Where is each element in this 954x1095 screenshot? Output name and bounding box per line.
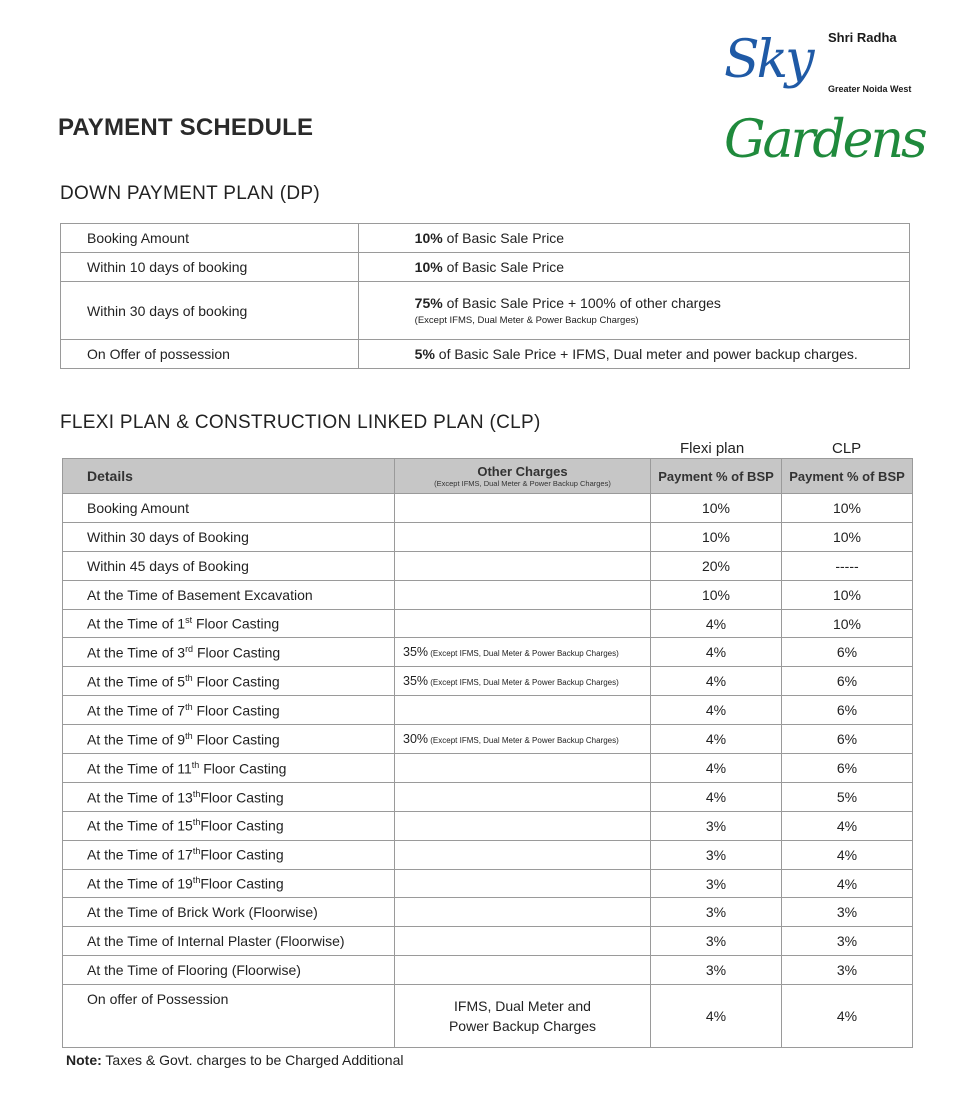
stage-cell xyxy=(63,840,395,869)
clp-heading: FLEXI PLAN & CONSTRUCTION LINKED PLAN (CLP) xyxy=(60,412,541,433)
logo-tagline: Greater Noida West xyxy=(828,84,912,94)
dp-stage: Within 10 days of booking xyxy=(61,253,359,282)
stage-suffix: Floor Casting xyxy=(192,702,280,719)
stage-suffix: Floor Casting xyxy=(192,673,280,690)
stage-text: Booking Amount xyxy=(87,499,189,516)
stage-ordinal: rd xyxy=(185,644,194,655)
clp-value: 6% xyxy=(782,754,913,783)
stage-suffix: Floor Casting xyxy=(193,644,281,661)
dp-description: of Basic Sale Price + IFMS, Dual meter and power backup charges. xyxy=(434,346,858,362)
stage-text: Within 45 days of Booking xyxy=(87,557,249,574)
stage-text: Within 30 days of Booking xyxy=(87,528,249,545)
stage-text: At the Time of 1 xyxy=(87,615,186,632)
clp-value: 6% xyxy=(782,667,913,696)
clp-row xyxy=(63,927,913,956)
stage-cell xyxy=(63,927,395,956)
clp-row xyxy=(63,754,913,783)
stage-suffix: Floor Casting xyxy=(200,875,284,892)
flexi-value: 20% xyxy=(651,551,782,580)
clp-header-row xyxy=(63,459,913,494)
clp-row xyxy=(63,609,913,638)
header-flexi-payment: Payment % of BSP xyxy=(651,459,782,494)
dp-row xyxy=(61,340,910,369)
stage-text: At the Time of 9 xyxy=(87,731,186,748)
clp-row xyxy=(63,580,913,609)
dp-percent: 5% xyxy=(414,346,435,362)
note-text: Taxes & Govt. charges to be Charged Additional xyxy=(101,1052,404,1068)
clp-value: 5% xyxy=(782,782,913,811)
stage-cell xyxy=(63,956,395,985)
clp-row xyxy=(63,494,913,523)
flexi-value: 3% xyxy=(651,898,782,927)
dp-table-body xyxy=(61,224,910,369)
other-charges-note: (Except IFMS, Dual Meter & Power Backup Charges) xyxy=(428,678,619,688)
clp-value: 4% xyxy=(782,985,913,1048)
flexi-value: 10% xyxy=(651,494,782,523)
stage-text: At the Time of 7 xyxy=(87,702,186,719)
flexi-value: 4% xyxy=(651,725,782,754)
stage-cell xyxy=(63,782,395,811)
stage-suffix: Floor Casting xyxy=(200,846,284,863)
flexi-value: 4% xyxy=(651,782,782,811)
other-charges-percent: 35% xyxy=(403,674,429,689)
dp-row xyxy=(61,224,910,253)
stage-ordinal: th xyxy=(192,875,201,886)
clp-row xyxy=(63,869,913,898)
clp-row xyxy=(63,782,913,811)
dp-amount xyxy=(358,340,909,369)
other-charges-line1: IFMS, Dual Meter and xyxy=(454,998,591,1015)
other-charges-percent: 30% xyxy=(403,732,429,747)
other-charges-cell xyxy=(395,725,651,754)
dp-note: (Except IFMS, Dual Meter & Power Backup Charges) xyxy=(414,315,639,326)
stage-text: At the Time of 11 xyxy=(87,760,192,777)
clp-label: CLP xyxy=(832,440,862,457)
dp-stage: Within 30 days of booking xyxy=(61,282,359,340)
dp-row xyxy=(61,253,910,282)
stage-text: At the Time of 15 xyxy=(87,818,193,835)
dp-amount xyxy=(358,224,909,253)
other-charges-cell xyxy=(395,638,651,667)
stage-text: At the Time of Brick Work (Floorwise) xyxy=(87,904,318,921)
clp-value: 6% xyxy=(782,725,913,754)
stage-ordinal: th xyxy=(185,701,193,712)
other-charges-cell xyxy=(395,985,651,1048)
flexi-value: 4% xyxy=(651,696,782,725)
flexi-value: 3% xyxy=(651,869,782,898)
clp-value: 10% xyxy=(782,609,913,638)
clp-row xyxy=(63,725,913,754)
stage-cell xyxy=(63,609,395,638)
other-charges-cell xyxy=(395,551,651,580)
dp-table xyxy=(60,223,910,369)
header-details: Details xyxy=(63,459,395,494)
clp-value: 6% xyxy=(782,696,913,725)
clp-table-body xyxy=(63,494,913,1048)
other-charges-cell xyxy=(395,927,651,956)
page-title: PAYMENT SCHEDULE xyxy=(58,114,314,141)
header-other-note: (Except IFMS, Dual Meter & Power Backup Charges) xyxy=(434,479,611,488)
clp-row xyxy=(63,522,913,551)
dp-row xyxy=(61,282,910,340)
flexi-value: 4% xyxy=(651,754,782,783)
clp-row xyxy=(63,638,913,667)
stage-suffix: Floor Casting xyxy=(200,789,284,806)
clp-row xyxy=(63,551,913,580)
other-charges-cell xyxy=(395,782,651,811)
flexi-plan-label: Flexi plan xyxy=(680,440,745,457)
dp-percent: 75% xyxy=(414,295,443,311)
header-other-charges xyxy=(395,459,651,494)
clp-value: ----- xyxy=(782,551,913,580)
dp-stage: Booking Amount xyxy=(61,224,359,253)
logo-gardens: Gardens xyxy=(724,110,925,170)
flexi-value: 4% xyxy=(651,667,782,696)
flexi-value: 4% xyxy=(651,638,782,667)
stage-cell xyxy=(63,811,395,840)
clp-value: 3% xyxy=(782,956,913,985)
stage-ordinal: th xyxy=(192,846,201,857)
clp-row xyxy=(63,811,913,840)
stage-text: At the Time of 3 xyxy=(87,644,186,661)
stage-cell: On offer of Possession xyxy=(63,985,395,1048)
other-charges-cell xyxy=(395,811,651,840)
other-charges-cell xyxy=(395,869,651,898)
stage-ordinal: th xyxy=(185,730,193,741)
stage-cell xyxy=(63,869,395,898)
dp-percent: 10% xyxy=(414,230,443,246)
other-charges-percent: 35% xyxy=(403,645,429,660)
flexi-value: 10% xyxy=(651,580,782,609)
clp-row xyxy=(63,840,913,869)
stage-cell xyxy=(63,667,395,696)
stage-suffix: Floor Casting xyxy=(192,615,280,632)
dp-description: of Basic Sale Price xyxy=(442,259,565,275)
flexi-value: 3% xyxy=(651,956,782,985)
other-charges-cell xyxy=(395,754,651,783)
flexi-value: 3% xyxy=(651,811,782,840)
stage-cell xyxy=(63,898,395,927)
stage-cell xyxy=(63,638,395,667)
other-charges-line2: Power Backup Charges xyxy=(448,1018,597,1035)
other-charges-cell xyxy=(395,522,651,551)
stage-suffix: Floor Casting xyxy=(199,760,287,777)
dp-stage: On Offer of possession xyxy=(61,340,359,369)
stage-suffix: Floor Casting xyxy=(200,818,284,835)
stage-text: At the Time of Basement Excavation xyxy=(87,586,313,603)
stage-cell xyxy=(63,696,395,725)
other-charges-note: (Except IFMS, Dual Meter & Power Backup Charges) xyxy=(428,736,619,746)
stage-ordinal: th xyxy=(185,672,193,683)
clp-value: 4% xyxy=(782,869,913,898)
stage-cell xyxy=(63,522,395,551)
clp-value: 3% xyxy=(782,898,913,927)
other-charges-cell xyxy=(395,494,651,523)
stage-text: At the Time of 13 xyxy=(87,789,193,806)
other-charges-cell xyxy=(395,898,651,927)
clp-value: 4% xyxy=(782,811,913,840)
flexi-value: 4% xyxy=(651,609,782,638)
clp-row xyxy=(63,667,913,696)
stage-text: At the Time of 19 xyxy=(87,875,193,892)
flexi-value: 4% xyxy=(651,985,782,1048)
other-charges-cell xyxy=(395,956,651,985)
dp-heading: DOWN PAYMENT PLAN (DP) xyxy=(60,183,320,204)
flexi-value: 3% xyxy=(651,840,782,869)
logo xyxy=(724,16,925,170)
note-label: Note: xyxy=(66,1052,102,1068)
clp-row xyxy=(63,956,913,985)
header-clp-payment: Payment % of BSP xyxy=(782,459,913,494)
dp-amount xyxy=(358,282,909,340)
clp-row xyxy=(63,696,913,725)
stage-cell xyxy=(63,754,395,783)
other-charges-cell xyxy=(395,840,651,869)
flexi-value: 3% xyxy=(651,927,782,956)
dp-amount xyxy=(358,253,909,282)
logo-sky: Sky xyxy=(724,30,812,90)
stage-ordinal: th xyxy=(192,817,201,828)
clp-value: 10% xyxy=(782,494,913,523)
stage-text: At the Time of Flooring (Floorwise) xyxy=(87,962,301,979)
clp-value: 10% xyxy=(782,522,913,551)
clp-row-possession xyxy=(63,985,913,1048)
stage-cell xyxy=(63,551,395,580)
other-charges-cell xyxy=(395,609,651,638)
stage-text: At the Time of 17 xyxy=(87,846,193,863)
dp-description: of Basic Sale Price + 100% of other charges xyxy=(442,295,721,311)
clp-value: 4% xyxy=(782,840,913,869)
stage-suffix: Floor Casting xyxy=(192,731,280,748)
stage-text: At the Time of Internal Plaster (Floorwise) xyxy=(87,933,345,950)
clp-row xyxy=(63,898,913,927)
stage-cell xyxy=(63,494,395,523)
clp-value: 10% xyxy=(782,580,913,609)
stage-ordinal: th xyxy=(191,759,200,770)
clp-value: 6% xyxy=(782,638,913,667)
stage-ordinal: st xyxy=(185,615,193,626)
dp-percent: 10% xyxy=(414,259,443,275)
stage-ordinal: th xyxy=(192,788,201,799)
other-charges-cell xyxy=(395,580,651,609)
stage-cell xyxy=(63,725,395,754)
stage-cell xyxy=(63,580,395,609)
logo-shri: Shri Radha xyxy=(828,30,897,45)
clp-value: 3% xyxy=(782,927,913,956)
footnote xyxy=(66,1052,404,1068)
header-other-label: Other Charges xyxy=(477,464,568,479)
other-charges-note: (Except IFMS, Dual Meter & Power Backup Charges) xyxy=(428,649,619,659)
stage-text: At the Time of 5 xyxy=(87,673,186,690)
other-charges-cell xyxy=(395,667,651,696)
other-charges-cell xyxy=(395,696,651,725)
clp-table xyxy=(62,458,913,1048)
dp-description: of Basic Sale Price xyxy=(442,230,565,246)
flexi-value: 10% xyxy=(651,522,782,551)
